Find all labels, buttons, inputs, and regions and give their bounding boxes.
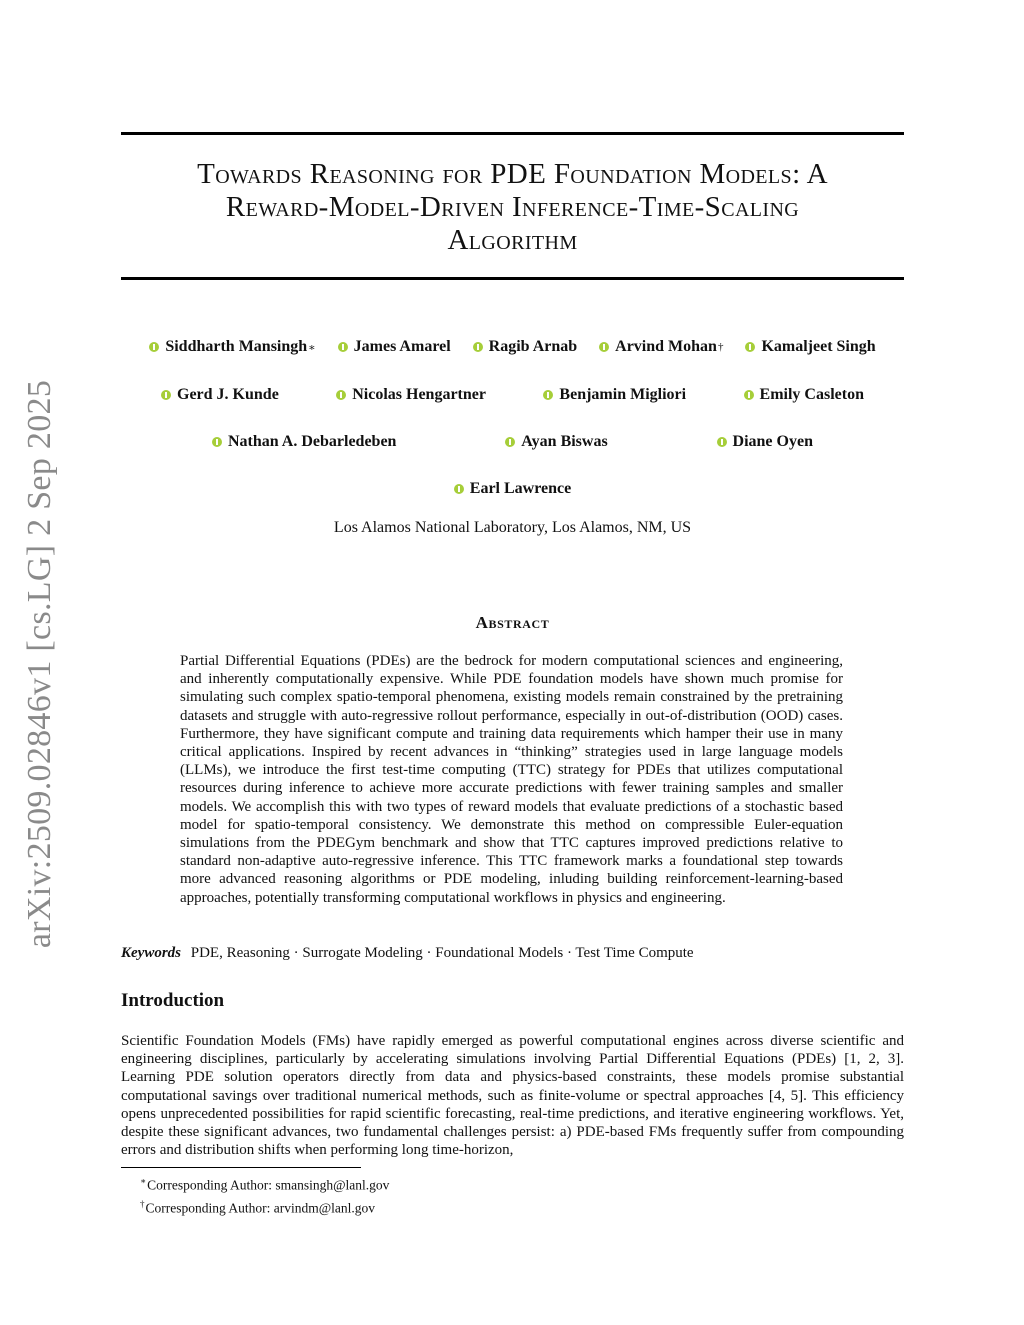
keywords-label: Keywords <box>121 945 181 961</box>
author <box>161 386 279 404</box>
author <box>543 386 686 404</box>
introduction-text: Scientific Foundation Models (FMs) have rapidly emerged as powerful computational engines across diverse scientific and engineering disciplines, particularly by accelerating simulations involving Partial Differential Equations (PDEs) [1, 2, 3]. Learning PDE solution operators directly from data and physics-based constraints, these models promise substantial computational savings over traditional numerical methods, such as finite-volume or spectral approaches [4, 5]. This efficiency opens unprecedented possibilities for rapid scientific forecasting, real-time predictions, and iterative engineering workflows. Yet, despite these significant advances, two fundamental challenges persist: a) PDE-based FMs frequently suffer from compounding errors and distribution shifts when performing long time-horizon, <box>121 1033 904 1159</box>
abstract-heading: Abstract <box>475 613 550 632</box>
title-bottom-rule <box>121 277 904 280</box>
title-line-1: Towards Reasoning for PDE Foundation Models: A <box>197 158 828 190</box>
author <box>505 433 607 451</box>
author <box>338 338 451 356</box>
author-row-3 <box>121 433 904 451</box>
footnote <box>140 1172 389 1195</box>
author <box>454 480 571 498</box>
arxiv-id: arXiv:2509.02846v1 [cs.LG] 2 Sep 2025 <box>21 379 58 949</box>
footnotes <box>140 1172 389 1217</box>
footnote-text[interactable]: Corresponding Author: arvindm@lanl.gov <box>145 1200 376 1215</box>
orcid-icon[interactable] <box>149 342 159 352</box>
footnote-rule <box>121 1167 361 1168</box>
orcid-icon[interactable] <box>212 437 222 447</box>
author <box>212 433 396 451</box>
author <box>745 338 875 356</box>
author-name: Ayan Biswas <box>521 433 608 450</box>
paper-title <box>121 158 904 257</box>
footnote <box>140 1195 389 1218</box>
keywords <box>121 945 904 962</box>
orcid-icon[interactable] <box>543 390 553 400</box>
author-name: Benjamin Migliori <box>559 386 687 403</box>
author <box>473 338 577 356</box>
author-name: Earl Lawrence <box>469 480 572 497</box>
orcid-icon[interactable] <box>717 437 727 447</box>
orcid-icon[interactable] <box>454 484 464 494</box>
author-mark: † <box>717 341 724 353</box>
orcid-icon[interactable] <box>473 342 483 352</box>
orcid-icon[interactable] <box>744 390 754 400</box>
author-name: Kamaljeet Singh <box>761 338 876 355</box>
author-name: Nicolas Hengartner <box>352 386 486 403</box>
orcid-icon[interactable] <box>745 342 755 352</box>
title-line-3: Algorithm <box>447 224 578 256</box>
arxiv-stamp <box>12 379 68 949</box>
author <box>717 433 813 451</box>
author-name: James Amarel <box>353 338 451 355</box>
author-name: Emily Casleton <box>759 386 864 403</box>
author-name: Gerd J. Kunde <box>177 386 279 403</box>
author-name: Ragib Arnab <box>488 338 578 355</box>
affiliation: Los Alamos National Laboratory, Los Alamos, NM, US <box>333 519 692 536</box>
author <box>336 386 486 404</box>
orcid-icon[interactable] <box>505 437 515 447</box>
author-row-4 <box>121 480 904 498</box>
title-top-rule <box>121 132 904 135</box>
footnote-mark: ∗ <box>140 1176 147 1186</box>
author-name: Diane Oyen <box>732 433 813 450</box>
author-row-2 <box>121 386 904 404</box>
footnote-text[interactable]: Corresponding Author: smansingh@lanl.gov <box>147 1177 390 1193</box>
abstract-text: Partial Differential Equations (PDEs) are the bedrock for modern computational sciences and engineering, and inherently computationally expensive. While PDE foundation models have shown much promise for simulating such complex spatio-temporal phenomena, existing models remain constrained by the pretraining datasets and struggle with auto-regressive rollout performance, especially in out-of-distribution (OOD) cases. Furthermore, they have significant compute and training data requirements which hamper their use in many critical applications. Inspired by recent advances in “thinking” strategies used in large language models (LLMs), we introduce the first test-time computing (TTC) strategy for PDEs that utilizes computational resources during inference to achieve more accurate predictions with fewer training samples and smaller models. We accomplish this with two types of reward models that evaluate predictions of a stochastic based model for spatio-temporal consistency. We demonstrate this method on compressible Euler-equation simulations from the PDEGym benchmark and show that TTC captures improved predictions relative to standard non-adaptive auto-regressive inference. This TTC framework marks a foundational step towards more advanced reasoning algorithms or PDE modeling, inluding building reinforcement-learning-based approaches, potentially transforming computational workflows in physics and engineering. <box>180 653 843 906</box>
author <box>599 338 723 356</box>
author-name: Arvind Mohan <box>615 338 717 355</box>
orcid-icon[interactable] <box>338 342 348 352</box>
author-mark: ∗ <box>308 341 316 354</box>
orcid-icon[interactable] <box>599 342 609 352</box>
author-row-1 <box>121 338 904 356</box>
orcid-icon[interactable] <box>161 390 171 400</box>
keywords-text: PDE, Reasoning · Surrogate Modeling · Foundational Models · Test Time Compute <box>190 945 694 961</box>
author <box>149 338 315 356</box>
title-line-2: Reward-Model-Driven Inference-Time-Scaling <box>225 191 800 223</box>
author-name: Siddharth Mansingh <box>165 338 308 355</box>
footnote-mark: † <box>140 1198 145 1209</box>
orcid-icon[interactable] <box>336 390 346 400</box>
author <box>744 386 864 404</box>
author-name: Nathan A. Debarledeben <box>228 433 397 450</box>
section-heading-introduction: Introduction <box>121 990 225 1011</box>
